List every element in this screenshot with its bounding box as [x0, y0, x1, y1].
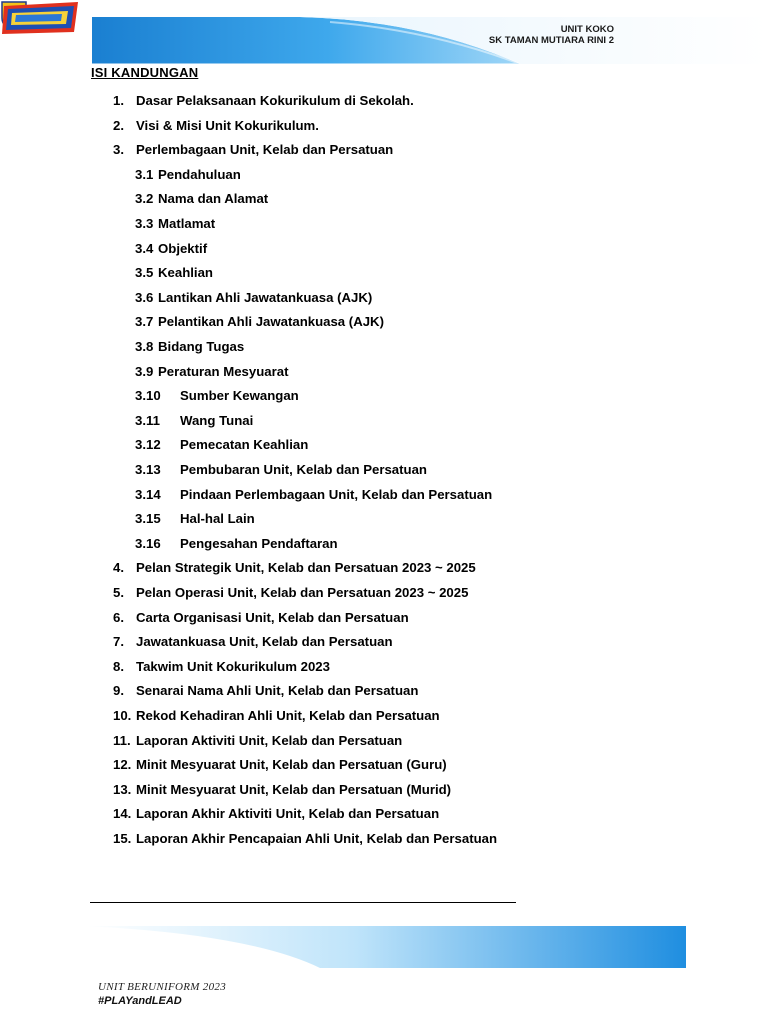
toc-item-text: Minit Mesyuarat Unit, Kelab dan Persatuan (Murid)	[136, 781, 452, 797]
toc-item-number: 10.	[113, 708, 132, 723]
toc-item-text: Visi & Misi Unit Kokurikulum.	[136, 117, 319, 133]
toc-item	[135, 215, 215, 233]
toc-item-text: Carta Organisasi Unit, Kelab dan Persatuan	[136, 609, 409, 625]
toc-item-number: 2.	[113, 117, 124, 133]
footer-unit-label: UNIT BERUNIFORM 2023	[98, 981, 227, 993]
toc-item-text: Pengesahan Pendaftaran	[180, 535, 338, 551]
toc-item	[135, 338, 244, 356]
footer-banner-graphic	[0, 924, 768, 974]
footer-divider	[90, 902, 516, 903]
toc-item-number: 3.6	[135, 289, 154, 305]
toc-item-text: Rekod Kehadiran Ahli Unit, Kelab dan Persatuan	[136, 708, 440, 723]
toc-item-text: Pelantikan Ahli Jawatankuasa (AJK)	[158, 314, 384, 330]
toc-item-text: Objektif	[158, 240, 208, 256]
toc-item-number: 3.15	[135, 511, 161, 527]
toc-item	[135, 461, 427, 479]
toc-item	[135, 363, 288, 381]
toc-item-number: 3.1	[135, 166, 154, 182]
toc-item-number: 13.	[113, 781, 132, 797]
toc-item	[135, 486, 492, 504]
toc-item-number: 12.	[113, 757, 132, 773]
toc-item-text: Dasar Pelaksanaan Kokurikulum di Sekolah.	[136, 93, 414, 108]
toc-item	[135, 240, 207, 258]
toc-item-text: Nama dan Alamat	[158, 191, 269, 207]
toc-item-number: 11.	[113, 732, 131, 748]
toc-item-number: 9.	[113, 683, 124, 699]
toc-item	[113, 92, 414, 110]
toc-item	[113, 732, 402, 750]
toc-item-number: 8.	[113, 658, 124, 674]
toc-item	[135, 190, 268, 208]
toc-item-number: 3.13	[135, 462, 161, 477]
kokurikulum-logo-icon	[0, 0, 82, 36]
toc-item	[113, 805, 439, 823]
toc-item-text: Pendahuluan	[158, 166, 241, 182]
toc-item	[113, 609, 409, 627]
header-banner-graphic	[0, 0, 768, 70]
toc-item-text: Laporan Aktiviti Unit, Kelab dan Persatuan	[136, 732, 403, 748]
toc-item-text: Laporan Akhir Pencapaian Ahli Unit, Kelab dan Persatuan	[136, 831, 498, 846]
unit-koko-label: UNIT KOKO	[560, 24, 614, 35]
toc-item	[113, 707, 440, 725]
toc-item	[135, 387, 299, 405]
footer-tagline: #PLAYandLEAD	[98, 995, 182, 1007]
toc-item-number: 3.10	[135, 388, 161, 404]
toc-title: ISI KANDUNGAN	[91, 65, 199, 80]
toc-item	[135, 166, 241, 184]
toc-item-number: 3.2	[135, 191, 154, 207]
toc-item	[113, 559, 476, 577]
toc-item-number: 3.9	[135, 363, 154, 379]
toc-item-number: 3.4	[135, 240, 154, 256]
toc-item-text: Keahlian	[158, 265, 213, 281]
toc-item	[135, 535, 338, 553]
toc-item	[113, 682, 418, 700]
toc-item-number: 3.16	[135, 535, 161, 551]
toc-item-number: 3.8	[135, 339, 154, 354]
toc-item	[135, 289, 372, 307]
toc-item	[135, 436, 308, 454]
toc-item-number: 14.	[113, 806, 132, 822]
toc-item-text: Takwim Unit Kokurikulum 2023	[136, 658, 330, 674]
toc-item	[113, 584, 468, 602]
toc-item-text: Peraturan Mesyuarat	[158, 363, 289, 379]
toc-item-text: Lantikan Ahli Jawatankuasa (AJK)	[158, 289, 373, 305]
toc-item-text: Pemecatan Keahlian	[180, 437, 309, 453]
toc-item	[113, 117, 319, 135]
footer-banner	[0, 924, 768, 974]
toc-item-number: 15.	[113, 831, 132, 846]
toc-item-text: Pelan Operasi Unit, Kelab dan Persatuan 2023 ~ 2025	[136, 585, 469, 600]
toc-item-number: 3.11	[135, 412, 160, 428]
toc-item-number: 3.7	[135, 314, 154, 330]
toc-item-text: Pindaan Perlembagaan Unit, Kelab dan Persatuan	[180, 486, 493, 502]
toc-item-number: 3.12	[135, 437, 161, 453]
toc-item	[113, 756, 447, 774]
toc-item-text: Hal-hal Lain	[180, 511, 255, 527]
toc-item-number: 3.	[113, 142, 124, 158]
toc-item-number: 7.	[113, 634, 124, 650]
toc-item-text: Matlamat	[158, 216, 216, 231]
toc-item-text: Pelan Strategik Unit, Kelab dan Persatuan 2023 ~ 2025	[136, 560, 476, 576]
toc-item-number: 3.5	[135, 265, 154, 281]
toc-item-text: Senarai Nama Ahli Unit, Kelab dan Persatuan	[136, 683, 419, 699]
toc-item	[135, 313, 384, 331]
toc-item-text: Bidang Tugas	[158, 339, 245, 354]
page-header	[0, 0, 768, 70]
school-name-block	[489, 24, 614, 46]
toc-item-number: 4.	[113, 560, 124, 576]
toc-item-text: Wang Tunai	[180, 412, 254, 428]
toc-item-text: Pembubaran Unit, Kelab dan Persatuan	[180, 462, 427, 477]
toc-item-text: Jawatankuasa Unit, Kelab dan Persatuan	[136, 634, 393, 650]
toc-item-text: Laporan Akhir Aktiviti Unit, Kelab dan Persatuan	[136, 806, 440, 822]
toc-item-text: Sumber Kewangan	[180, 388, 299, 404]
school-name-label: SK TAMAN MUTIARA RINI 2	[488, 35, 614, 46]
toc-item-number: 3.14	[135, 486, 161, 502]
toc-item	[113, 830, 497, 848]
toc-item-text: Perlembagaan Unit, Kelab dan Persatuan	[136, 142, 394, 158]
toc-item	[135, 412, 253, 430]
toc-item-number: 3.3	[135, 216, 154, 231]
toc-item	[113, 141, 393, 159]
toc-item-number: 6.	[113, 609, 124, 625]
toc-item	[113, 781, 451, 799]
toc-item-number: 5.	[113, 585, 124, 600]
toc-item-number: 1.	[113, 93, 124, 108]
toc-item	[135, 264, 213, 282]
toc-item	[113, 633, 393, 651]
toc-item	[135, 510, 255, 528]
toc-item-text: Minit Mesyuarat Unit, Kelab dan Persatuan (Guru)	[136, 757, 447, 773]
toc-item	[113, 658, 330, 676]
